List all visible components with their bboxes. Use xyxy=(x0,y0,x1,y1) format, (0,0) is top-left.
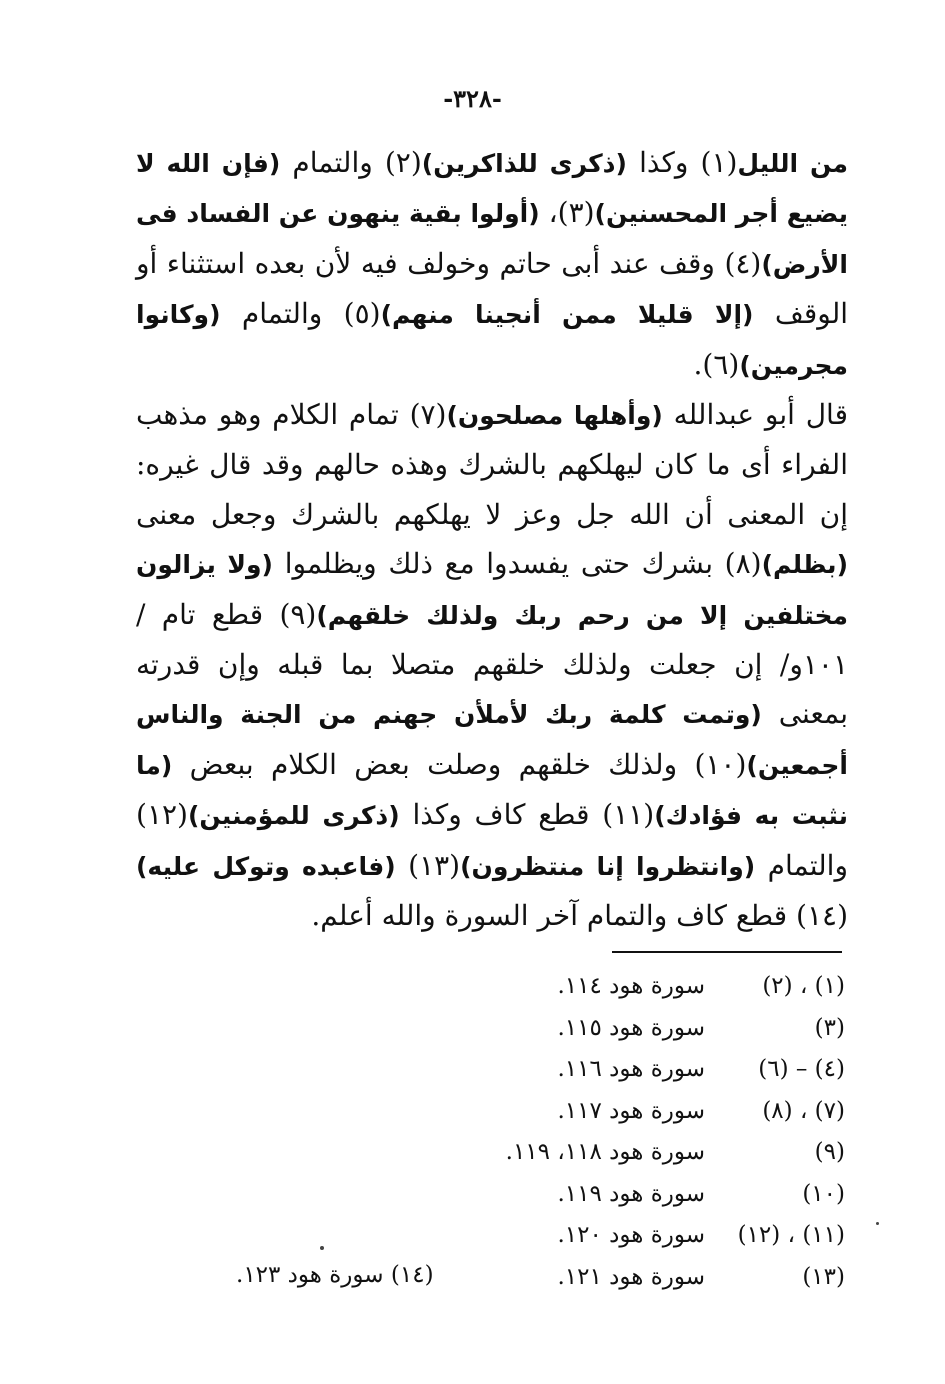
text-run: (٩) قطع تام /١٠١و/ إن جعلت ولذلك خلقهم متصلا بما قبله وإن قدرته بمعنى xyxy=(136,597,848,731)
text-run: (٨) بشرك حتى يفسدوا مع ذلك ويظلموا xyxy=(273,547,762,581)
footnote-reference: سورة هود ١١٥. xyxy=(557,1014,705,1041)
footnote-number: (٧) ، (٨) xyxy=(762,1097,845,1124)
footnote-reference: سورة هود ١٢٠. xyxy=(557,1222,705,1248)
paragraph-2 xyxy=(136,390,848,940)
text-run: (٦). xyxy=(693,347,740,381)
quran-quote: (فإن الله لا يضيع أجر المحسنين) xyxy=(136,149,849,229)
footnote-number: (٤) – (٦) xyxy=(758,1056,845,1082)
footnote-row xyxy=(200,1132,845,1174)
footnote-reference: سورة هود ١١٨، ١١٩. xyxy=(505,1139,705,1165)
quran-quote: من الليل xyxy=(737,149,848,178)
text-run: (٣)، xyxy=(539,196,595,230)
quran-quote: (ذكرى للمؤمنين) xyxy=(187,801,400,831)
page-number: -٣٢٨- xyxy=(443,84,502,113)
footnote-row xyxy=(200,1215,845,1257)
text-run: (١٠) ولذلك خلقهم وصلت بعض الكلام ببعض xyxy=(172,747,747,781)
footnote-reference: سورة هود ١٢١. xyxy=(557,1263,705,1290)
quran-quote: (ذكرى للذاكرين) xyxy=(421,149,627,178)
text-run: (١٢) والتمام xyxy=(136,798,848,882)
footnote-reference: سورة هود ١١٧. xyxy=(557,1097,705,1124)
footnote-row xyxy=(200,1049,845,1091)
text-run: (١٤) قطع كاف والتمام آخر السورة والله أعلم. xyxy=(311,899,848,933)
text-run: (١٣) xyxy=(395,848,461,882)
footnote-number: (٩) xyxy=(814,1139,845,1165)
footnote-number: (١٣) xyxy=(802,1263,845,1290)
footnote-row xyxy=(200,1174,845,1216)
text-run: (١١) قطع كاف وكذا xyxy=(399,798,655,832)
quran-quote: (ما نثبت به فؤادك) xyxy=(136,750,849,831)
quran-quote: (ولا يزالون مختلفين إلا من رحم ربك ولذلك خلقهم) xyxy=(136,550,848,630)
scan-speck xyxy=(320,1246,324,1250)
quran-quote: (وانتظروا إنا منتظرون) xyxy=(460,851,756,881)
quran-quote: (بظلم) xyxy=(761,550,848,580)
footnote-row xyxy=(200,1008,845,1050)
quran-quote: (أولوا بقية ينهون عن الفساد فى الأرض) xyxy=(136,199,848,279)
paragraph-1 xyxy=(136,138,848,390)
quran-quote: (إلا قليلا ممن أنجينا منهم) xyxy=(380,300,754,330)
quran-quote: (وكانوا مجرمين) xyxy=(136,300,848,380)
footnote-row xyxy=(200,966,845,1008)
text-run: (٧) تمام الكلام وهو مذهب الفراء أى ما كان ليهلكهم بالشرك وهذه حالهم وقد قال غيره: إن المعنى أن الله جل وعز لا يهلكهم بالشرك وجعل معنى xyxy=(136,398,848,531)
text-run: (١) وكذا xyxy=(626,146,738,179)
footnote-reference: سورة هود ١١٦. xyxy=(557,1056,705,1082)
footnote-reference: سورة هود ١١٩. xyxy=(557,1180,705,1207)
footnote-number: (١٠) xyxy=(802,1180,845,1207)
text-run: (٥) والتمام xyxy=(220,297,381,331)
footnotes-list xyxy=(200,966,845,1298)
quran-quote: (فاعبده وتوكل عليه) xyxy=(136,851,396,881)
quran-quote: (وأهلها مصلحون) xyxy=(446,401,663,431)
scan-speck xyxy=(876,1222,879,1225)
footnote-row xyxy=(200,1091,845,1133)
quran-quote: (وتمت كلمة ربك لأملأن جهنم من الجنة والناس أجمعين) xyxy=(136,700,848,780)
text-run: قال أبو عبدالله xyxy=(662,398,848,432)
footnote-divider xyxy=(612,951,842,953)
main-text xyxy=(136,138,848,941)
text-run: (٤) وقف عند أبى حاتم وخولف فيه لأن بعده استثناء أو الوقف xyxy=(136,246,849,331)
footnote-number: (٣) xyxy=(814,1014,845,1041)
footnote-number: (١١) ، (١٢) xyxy=(737,1222,845,1248)
text-run: (٢) والتمام xyxy=(280,146,422,179)
footnote-number: (١) ، (٢) xyxy=(762,973,845,999)
footnote-reference: سورة هود ١١٤. xyxy=(557,973,705,999)
footnote-14: (١٤) سورة هود ١٢٣. xyxy=(236,1262,434,1288)
